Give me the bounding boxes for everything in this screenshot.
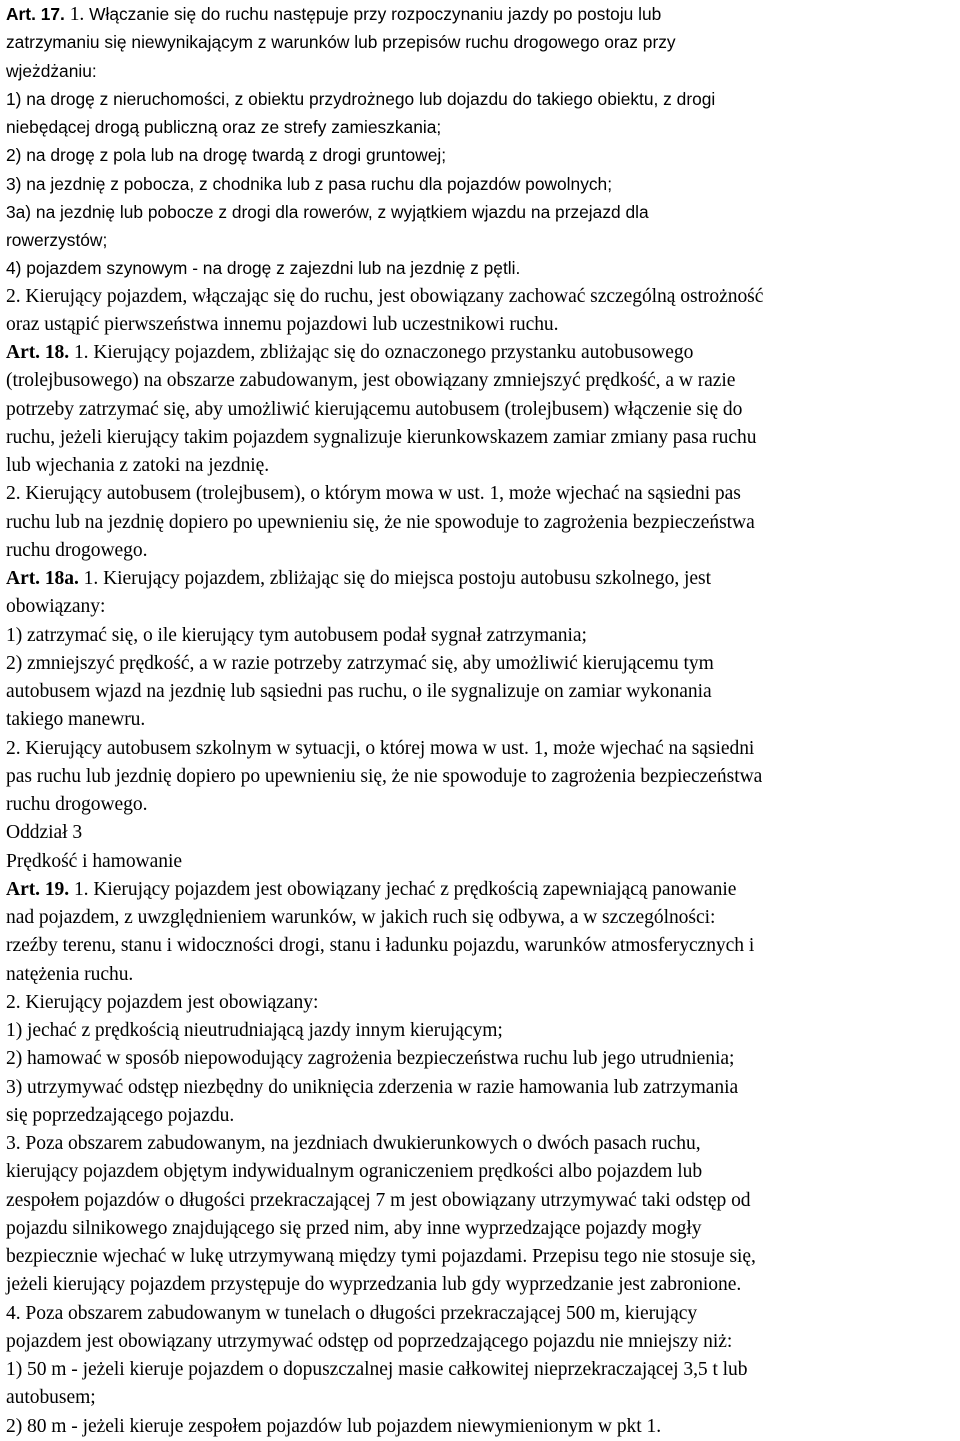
line-text: Włączanie się do ruchu następuje przy rozpoczynaniu jazdy po postoju lub — [89, 4, 662, 24]
line-text: (trolejbusowego) na obszarze zabudowanym, jest obowiązany zmniejszyć prędkość, a w razie — [6, 370, 736, 392]
document-line — [6, 1158, 958, 1186]
line-text: autobusem wjazd na jezdnię lub sąsiedni pas ruchu, o ile sygnalizuje on zamiar wykonania — [6, 681, 712, 702]
article-heading: Art. 17. — [6, 4, 70, 24]
line-text: 1) zatrzymać się, o ile kierujący tym autobusem podał sygnał zatrzymania; — [6, 624, 587, 646]
document-line — [6, 706, 958, 734]
document-line — [6, 904, 958, 932]
document-line — [6, 28, 958, 56]
line-text: zespołem pojazdów o długości przekraczającej 7 m jest obowiązany utrzymywać taki odstęp od — [6, 1189, 751, 1211]
line-text: pojazdu silnikowego znajdującego się przed nim, aby inne wyprzedzające pojazdy mogły — [6, 1217, 702, 1239]
document-line — [6, 1300, 958, 1328]
document-line — [6, 226, 958, 254]
document-line — [6, 339, 958, 367]
document-line — [6, 480, 958, 508]
document-line — [6, 1328, 958, 1356]
line-text: takiego manewru. — [6, 709, 146, 731]
line-text: ruchu drogowego. — [6, 794, 148, 815]
line-text: potrzeby zatrzymać się, aby umożliwić kierującemu autobusem (trolejbusem) włączenie się do — [6, 398, 743, 420]
document-line — [6, 57, 958, 85]
article-heading: Art. 18. — [6, 342, 74, 363]
line-text: 2. Kierujący autobusem (trolejbusem), o którym mowa w ust. 1, może wjechać na sąsiedni pas — [6, 483, 741, 505]
line-text: 2) na drogę z pola lub na drogę twardą z drogi gruntowej; — [6, 145, 447, 166]
document-line — [6, 961, 958, 989]
line-text: 1. Kierujący pojazdem, zbliżając się do miejsca postoju autobusu szkolnego, jest — [83, 568, 711, 589]
line-text: zatrzymaniu się niewynikającym z warunków lub przepisów ruchu drogowego oraz przy — [6, 32, 676, 53]
document-line — [6, 989, 958, 1017]
line-text: 3) utrzymywać odstęp niezbędny do uniknięcia zderzenia w razie hamowania lub zatrzymania — [6, 1076, 739, 1098]
line-text: 2. Kierujący pojazdem, włączając się do ruchu, jest obowiązany zachować szczególną ostrożność — [6, 285, 764, 307]
document-line — [6, 593, 958, 621]
document-line — [6, 254, 958, 282]
line-text: 2) zmniejszyć prędkość, a w razie potrzeby zatrzymać się, aby umożliwić kierującemu tym — [6, 652, 714, 674]
document-line — [6, 1384, 958, 1412]
line-text: nad pojazdem, z uwzględnieniem warunków, w jakich ruch się odbywa, a w szczególności: — [6, 907, 716, 928]
line-text: 1. Kierujący pojazdem jest obowiązany jechać z prędkością zapewniającą panowanie — [73, 878, 737, 900]
line-text: 3) na jezdnię z pobocza, z chodnika lub z pasa ruchu dla pojazdów powolnych; — [6, 173, 613, 194]
document-line — [6, 735, 958, 763]
line-text: bezpiecznie wjechać w lukę utrzymywaną między tymi pojazdami. Przepisu tego nie stosuje się, — [6, 1246, 756, 1267]
document-line — [6, 113, 958, 141]
document-line — [6, 141, 958, 169]
line-text: lub wjechania z zatoki na jezdnię. — [6, 455, 270, 476]
line-text: 2. Kierujący pojazdem jest obowiązany: — [6, 991, 319, 1013]
document-line — [6, 848, 958, 876]
line-text: ruchu lub na jezdnię dopiero po upewnieniu się, że nie spowoduje to zagrożenia bezpieczeństwa — [6, 511, 755, 533]
article-heading: Art. 19. — [6, 878, 74, 900]
document-line — [6, 170, 958, 198]
document-line — [6, 622, 958, 650]
article-heading: Art. 18a. — [6, 568, 84, 589]
line-text: 1) na drogę z nieruchomości, z obiektu przydrożnego lub dojazdu do takiego obiektu, z drogi — [6, 88, 716, 109]
document-line — [6, 424, 958, 452]
document-line — [6, 1102, 958, 1130]
line-text: oraz ustąpić pierwszeństwa innemu pojazdowi lub uczestnikowi ruchu. — [6, 313, 559, 335]
document-line — [6, 791, 958, 819]
document-line — [6, 509, 958, 537]
document-line — [6, 1243, 958, 1271]
document-line — [6, 452, 958, 480]
document-line — [6, 1413, 958, 1441]
document-line — [6, 396, 958, 424]
line-text: jeżeli kierujący pojazdem przystępuje do wyprzedzania lub gdy wyprzedzanie jest zabronione. — [6, 1274, 742, 1296]
line-text: niebędącej drogą publiczną oraz ze strefy zamieszkania; — [6, 117, 442, 137]
line-text: kierujący pojazdem objętym indywidualnym ograniczeniem prędkości albo pojazdem lub — [6, 1161, 703, 1183]
line-text: 1. Kierujący pojazdem, zbliżając się do oznaczonego przystanku autobusowego — [73, 342, 694, 363]
document-line — [6, 85, 958, 113]
line-text: ruchu drogowego. — [6, 539, 148, 561]
document-line — [6, 1017, 958, 1045]
line-text: 3a) na jezdnię lub pobocze z drogi dla rowerów, z wyjątkiem wjazdu na przejazd dla — [6, 201, 649, 222]
line-text: 4. Poza obszarem zabudowanym w tunelach o długości przekraczającej 500 m, kierujący — [6, 1302, 698, 1324]
document-line — [6, 1356, 958, 1384]
document-line — [6, 283, 958, 311]
line-text: 1) jechać z prędkością nieutrudniającą jazdy innym kierującym; — [6, 1020, 503, 1041]
line-text: 3. Poza obszarem zabudowanym, na jezdniach dwukierunkowych o dwóch pasach ruchu, — [6, 1133, 701, 1154]
line-text: rowerzystów; — [6, 230, 108, 250]
line-text: pas ruchu lub jezdnię dopiero po upewnieniu się, że nie spowoduje to zagrożenia bezpieczeństwa — [6, 765, 763, 787]
document-line — [6, 763, 958, 791]
line-text: 2) hamować w sposób niepowodujący zagrożenia bezpieczeństwa ruchu lub jego utrudnienia; — [6, 1048, 735, 1070]
line-text: ruchu, jeżeli kierujący takim pojazdem sygnalizuje kierunkowskazem zamiar zmiany pasa ruchu — [6, 426, 757, 448]
document-line — [6, 1187, 958, 1215]
line-text: 4) pojazdem szynowym - na drogę z zajezdni lub na jezdnię z pętli. — [6, 258, 521, 279]
document-line — [6, 1130, 958, 1158]
document-line — [6, 0, 958, 28]
line-text: pojazdem jest obowiązany utrzymywać odstęp od poprzedzającego pojazdu nie mniejszy niż: — [6, 1330, 733, 1352]
document-line — [6, 311, 958, 339]
line-text: 2) 80 m - jeżeli kieruje zespołem pojazdów lub pojazdem niewymienionym w pkt 1. — [6, 1415, 662, 1437]
line-text: natężenia ruchu. — [6, 963, 134, 985]
line-text: Oddział 3 — [6, 822, 83, 844]
document-line — [6, 819, 958, 847]
line-text: 1) 50 m - jeżeli kieruje pojazdem o dopuszczalnej masie całkowitej nieprzekraczającej 3,5 t lub — [6, 1359, 748, 1380]
line-text: wjeżdżaniu: — [6, 60, 97, 81]
document-page — [6, 0, 958, 1441]
line-text: rzeźby terenu, stanu i widoczności drogi, stanu i ładunku pojazdu, warunków atmosferycznych i — [6, 935, 755, 957]
line-text: autobusem; — [6, 1387, 96, 1409]
document-line — [6, 1271, 958, 1299]
document-line — [6, 1215, 958, 1243]
line-text: się poprzedzającego pojazdu. — [6, 1104, 235, 1126]
line-text: 1. — [69, 4, 90, 25]
document-line — [6, 1074, 958, 1102]
line-text: Prędkość i hamowanie — [6, 850, 182, 872]
document-line — [6, 565, 958, 593]
document-line — [6, 876, 958, 904]
line-text: 2. Kierujący autobusem szkolnym w sytuacji, o której mowa w ust. 1, może wjechać na sąsiedni — [6, 737, 755, 759]
line-text: obowiązany: — [6, 596, 106, 618]
document-line — [6, 932, 958, 960]
document-line — [6, 537, 958, 565]
document-line — [6, 650, 958, 678]
document-line — [6, 1045, 958, 1073]
document-line — [6, 678, 958, 706]
document-line — [6, 198, 958, 226]
document-line — [6, 367, 958, 395]
